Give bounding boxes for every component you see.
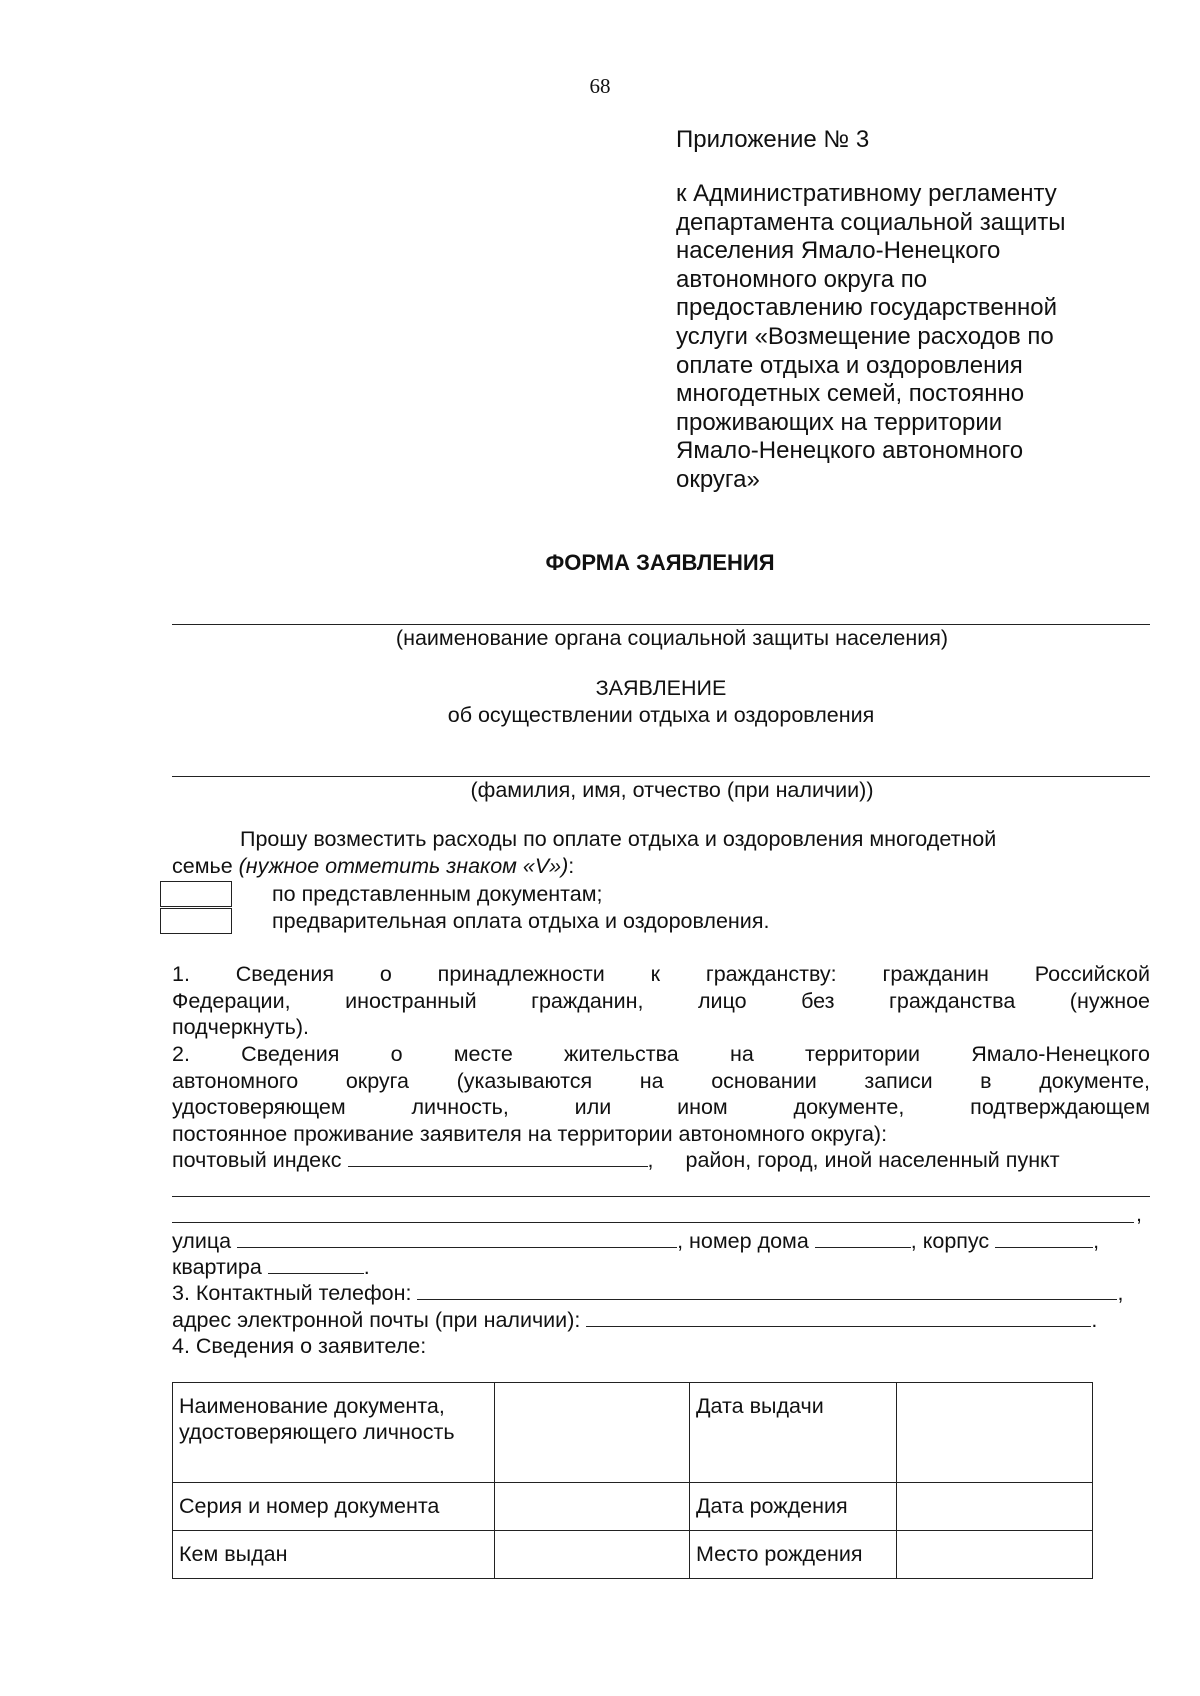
table-cell-input[interactable] xyxy=(495,1383,690,1483)
option-documents[interactable] xyxy=(160,881,1060,908)
table-cell-input[interactable] xyxy=(897,1531,1093,1579)
table-cell-label: Дата рождения xyxy=(690,1483,897,1531)
table-cell-input[interactable] xyxy=(897,1383,1093,1483)
request-paragraph xyxy=(172,826,1150,879)
phone-row xyxy=(172,1280,1150,1307)
appendix-reference xyxy=(676,180,1126,495)
email-field[interactable] xyxy=(586,1308,1091,1327)
email-row xyxy=(172,1307,1150,1334)
table-row xyxy=(173,1531,1093,1579)
appendix-title: Приложение № 3 xyxy=(676,126,870,153)
section-2-line-2: автономного округа (указываются на основании записи в документе, xyxy=(172,1068,1150,1093)
fio-field[interactable] xyxy=(172,776,1150,777)
table-cell-label: Дата выдачи xyxy=(690,1383,897,1483)
appendix-line: автономного округа по xyxy=(676,265,928,293)
settlement-comma: , xyxy=(1136,1202,1142,1226)
table-row xyxy=(173,1483,1093,1531)
section-2-line-3: удостоверяющем личность, или ином документе, подтверждающем xyxy=(172,1095,1150,1120)
appendix-line: департамента социальной защиты xyxy=(676,208,1066,236)
option-prepayment[interactable] xyxy=(160,908,1060,935)
phone-field[interactable] xyxy=(417,1281,1117,1300)
phone-label: 3. Контактный телефон: xyxy=(172,1281,412,1305)
table-cell-label: Наименование документа, удостоверяющего личность xyxy=(173,1383,495,1483)
section-citizenship xyxy=(172,961,1150,1041)
apartment-label: квартира xyxy=(172,1255,262,1279)
appendix-line: услуги «Возмещение расходов по xyxy=(676,322,1054,350)
email-label: адрес электронной почты (при наличии): xyxy=(172,1308,581,1332)
table-cell-label: Место рождения xyxy=(690,1531,897,1579)
appendix-line: населения Ямало-Ненецкого xyxy=(676,237,1001,265)
appendix-line: оплате отдыха и оздоровления xyxy=(676,351,1023,379)
korpus-label: , корпус xyxy=(910,1229,990,1253)
fio-caption: (фамилия, имя, отчество (при наличии)) xyxy=(470,778,874,802)
section-2-line-4: постоянное проживание заявителя на территории автономного округа): xyxy=(172,1121,888,1146)
option-prepayment-label: предварительная оплата отдыха и оздоровления. xyxy=(272,909,770,933)
appendix-line: предоставлению государственной xyxy=(676,294,1058,322)
statement-subtitle: об осуществлении отдыха и оздоровления xyxy=(447,703,875,727)
settlement-field-2[interactable] xyxy=(172,1222,1134,1223)
request-line-1: Прошу возместить расходы по оплате отдыха и оздоровления многодетной xyxy=(240,827,997,851)
postal-index-label: почтовый индекс xyxy=(172,1148,342,1172)
organ-name-caption: (наименование органа социальной защиты населения) xyxy=(395,626,949,650)
option-prepayment-checkbox[interactable] xyxy=(160,908,232,934)
applicant-table xyxy=(172,1382,1093,1579)
appendix-line: к Административному регламенту xyxy=(676,180,1057,207)
street-field[interactable] xyxy=(237,1229,677,1248)
phone-comma: , xyxy=(1117,1281,1124,1305)
apartment-field[interactable] xyxy=(268,1255,364,1274)
table-cell-label: Кем выдан xyxy=(173,1531,495,1579)
house-field[interactable] xyxy=(815,1229,911,1248)
apartment-row xyxy=(172,1254,1150,1281)
postal-row xyxy=(172,1147,1150,1174)
street-row xyxy=(172,1228,1150,1255)
option-documents-checkbox[interactable] xyxy=(160,881,232,907)
option-documents-label: по представленным документам; xyxy=(272,882,603,906)
table-cell-input[interactable] xyxy=(897,1483,1093,1531)
email-period: . xyxy=(1091,1308,1098,1332)
table-cell-input[interactable] xyxy=(495,1483,690,1531)
table-cell-label: Серия и номер документа xyxy=(173,1483,495,1531)
request-instruction: (нужное отметить знаком «V») xyxy=(238,853,569,878)
korpus-field[interactable] xyxy=(995,1229,1093,1248)
house-label: , номер дома xyxy=(677,1229,809,1253)
apartment-period: . xyxy=(363,1255,370,1279)
table-cell-input[interactable] xyxy=(495,1531,690,1579)
statement-title: ЗАЯВЛЕНИЕ xyxy=(595,676,727,700)
request-prefix: семье xyxy=(172,853,239,878)
settlement-field-1[interactable] xyxy=(172,1196,1150,1197)
postal-separator: , xyxy=(647,1148,654,1172)
section-2-line-1: 2. Сведения о месте жительства на территории Ямало-Ненецкого xyxy=(172,1042,1150,1066)
request-line-2 xyxy=(172,853,1150,880)
district-label: район, город, иной населенный пункт xyxy=(685,1148,1060,1172)
request-colon: : xyxy=(568,853,575,878)
street-label: улица xyxy=(172,1229,232,1253)
section-1-line-1: 1. Сведения о принадлежности к гражданству: гражданин Российской xyxy=(172,962,1150,986)
table-row xyxy=(173,1383,1093,1483)
korpus-comma: , xyxy=(1093,1229,1100,1253)
appendix-line: проживающих на территории xyxy=(676,408,1003,436)
organ-name-field[interactable] xyxy=(172,624,1150,625)
postal-index-field[interactable] xyxy=(348,1148,648,1167)
appendix-line: Ямало-Ненецкого автономного xyxy=(676,437,1024,465)
appendix-line: многодетных семей, постоянно xyxy=(676,380,1025,408)
applicant-section-label: 4. Сведения о заявителе: xyxy=(172,1334,427,1358)
page-number: 68 xyxy=(589,74,611,98)
section-residence xyxy=(172,1041,1150,1147)
section-1-line-3: подчеркнуть). xyxy=(172,1015,309,1040)
appendix-line: округа» xyxy=(676,465,760,493)
section-1-line-2: Федерации, иностранный гражданин, лицо без гражданства (нужное xyxy=(172,988,1150,1013)
form-title: ФОРМА ЗАЯВЛЕНИЯ xyxy=(545,550,775,575)
